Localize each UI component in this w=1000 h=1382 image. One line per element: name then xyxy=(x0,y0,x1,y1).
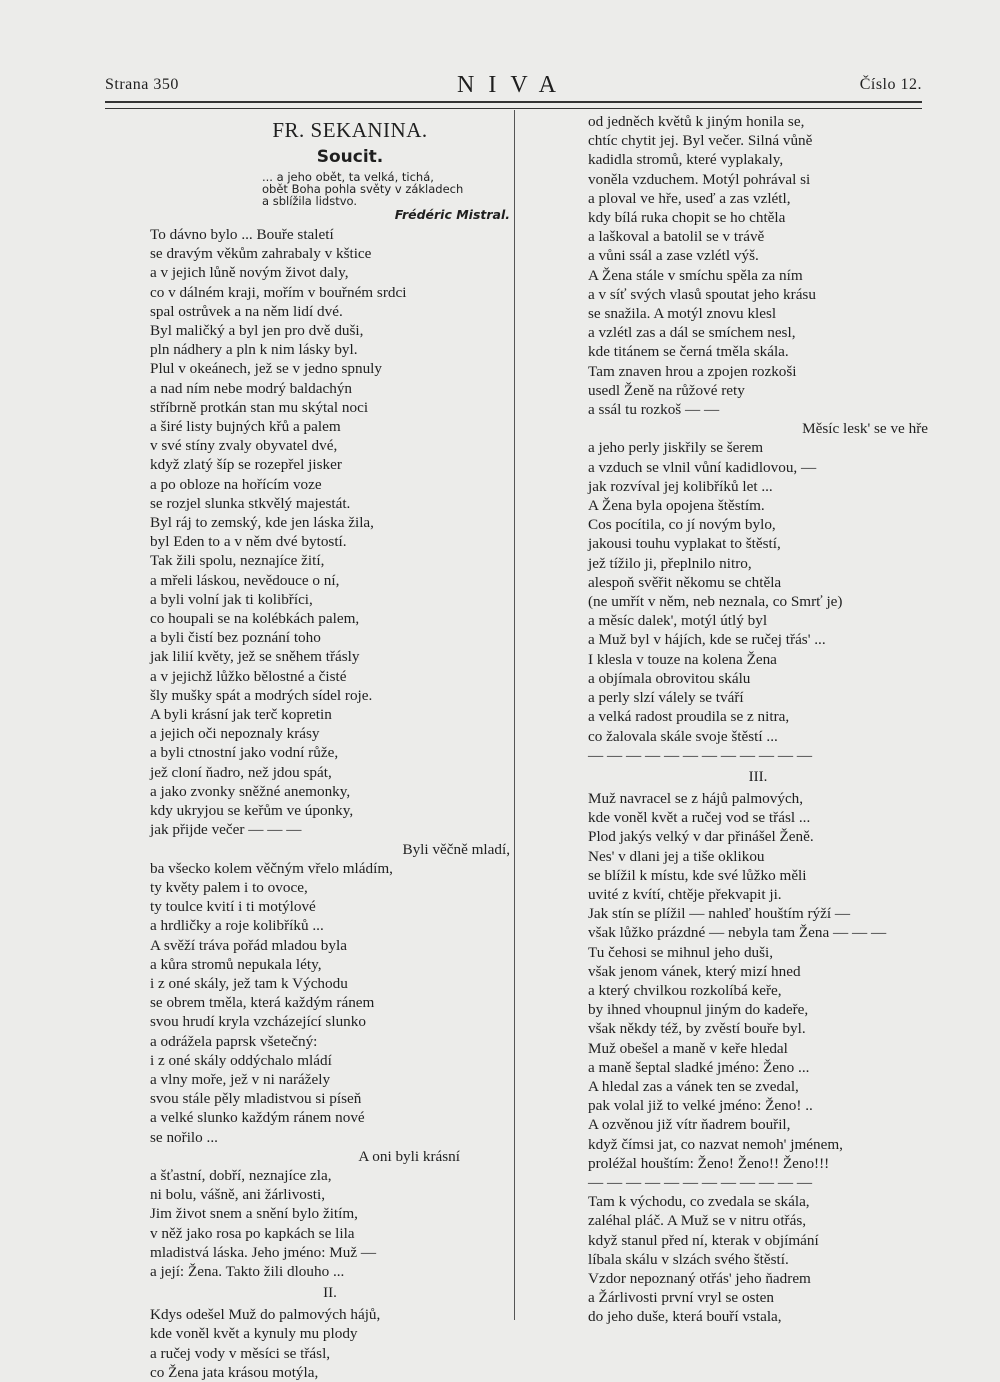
verse-line: mladistvá láska. Jeho jméno: Muž — xyxy=(150,1243,377,1261)
verse-line: jakousi touhu vyplakat to štěstí, xyxy=(588,535,781,553)
verse-block xyxy=(588,112,928,419)
verse-line: a po obloze na hořícím voze xyxy=(150,475,322,493)
verse-line: Jak stín se plížil — nahleď houštím rýží — xyxy=(588,905,851,923)
verse-line: i z oné skály oddýchalo mládí xyxy=(150,1051,332,1069)
verse-line: a nad ním nebe modrý baldachýn xyxy=(150,379,353,397)
verse-line: kde voněl květ a ručej vod se třásl ... xyxy=(588,809,811,827)
verse-line: a velké slunko každým ránem nové xyxy=(150,1109,365,1127)
verse-line: a jeho perly jiskřily se šerem xyxy=(588,439,764,457)
epigraph-author: Frédéric Mistral. xyxy=(394,207,510,222)
verse-line: líbala skálu v slzách svého štěstí. xyxy=(588,1250,789,1268)
verse-line: a vůni ssál a zase vzlétl výš. xyxy=(588,247,759,265)
journal-title: NIVA xyxy=(457,72,570,98)
verse-line: ni bolu, vášně, ani žárlivosti, xyxy=(150,1186,326,1204)
verse-line: Muž navracel se z hájů palmových, xyxy=(588,789,804,807)
verse-line: a šťastní, dobří, neznajíce zla, xyxy=(150,1166,332,1184)
right-column xyxy=(588,112,928,1327)
verse-line: se rozjel slunka stkvělý majestát. xyxy=(150,494,351,512)
verse-line: a perly slzí válely se tváří xyxy=(588,689,744,707)
verse-line: a Muž byl v hájích, kde se ručej třás' ... xyxy=(588,631,826,649)
verse-line: však někdy též, by zvěstí bouře byl. xyxy=(588,1020,806,1038)
verse-line: a ručej vody v měsíci se třásl, xyxy=(150,1344,331,1362)
verse-line: však jenom vánek, který mizí hned xyxy=(588,962,801,980)
verse-block xyxy=(588,438,928,764)
page-number: Strana 350 xyxy=(105,76,179,93)
verse-line: zaléhal pláč. A Muž se v nitru otřás, xyxy=(588,1212,807,1230)
epigraph-line: a sblížila lidstvo. xyxy=(262,194,357,208)
verse-line: i z oné skály, jež tam k Východu xyxy=(150,974,348,992)
header-rule xyxy=(105,101,922,109)
verse-line: Tam znaven hrou a zpojen rozkoši xyxy=(588,362,797,380)
verse-block xyxy=(150,1305,510,1382)
verse-line: Byl ráj to zemský, kde jen láska žila, xyxy=(150,514,374,532)
poem-author: FR. SEKANINA. xyxy=(272,118,428,142)
verse-block xyxy=(150,1166,510,1281)
poem-title: Soucit. xyxy=(316,147,384,167)
section-heading: III. xyxy=(748,768,768,785)
verse-line: To dávno bylo ... Bouře staletí xyxy=(150,226,334,243)
verse-line: ty toulce kvití i ti motýlové xyxy=(150,898,316,916)
verse-line: proléžal houštím: Ženo! Ženo!! Ženo!!! xyxy=(588,1154,830,1172)
verse-line: co houpali se na kolébkách palem, xyxy=(150,610,360,628)
verse-line: chtíc chytit jej. Byl večer. Silná vůně xyxy=(588,132,813,150)
verse-line: A oni byli krásní xyxy=(358,1147,460,1165)
verse-line: a hrdličky a roje kolibříků ... xyxy=(150,917,324,935)
verse-line: a vlny moře, jež v ni narážely xyxy=(150,1070,331,1088)
verse-line: spal ostrůvek a na něm lidí dvé. xyxy=(150,302,343,320)
issue-number: Číslo 12. xyxy=(859,76,922,93)
verse-line: když stanul před ní, kterak v objímání xyxy=(588,1231,819,1249)
verse-line: kadidla stromů, které vyplakaly, xyxy=(588,151,784,169)
running-header xyxy=(105,72,922,100)
verse-line: v své stíny zvaly obyvatel dvé, xyxy=(150,437,338,455)
verse-line: a Žárlivosti první vryl se osten xyxy=(588,1289,775,1307)
verse-line: A byli krásní jak terč kopretin xyxy=(150,706,332,724)
verse-line: a byli ctnostní jako vodní růže, xyxy=(150,744,339,762)
verse-line: A ozvěnou již vítr ňadrem bouřil, xyxy=(588,1116,791,1134)
verse-line: Kdys odešel Muž do palmových hájů, xyxy=(150,1306,381,1324)
verse-line: a byli volní jak ti kolibříci, xyxy=(150,590,313,608)
verse-line: Nes' v dlani jej a tiše oklikou xyxy=(588,847,765,865)
verse-line: ba všecko kolem věčným vřelo mládím, xyxy=(150,859,393,877)
verse-line: se dravým věkům zahrabaly v kštice xyxy=(150,245,372,263)
verse-line: do jeho duše, která bouří vstala, xyxy=(588,1308,782,1326)
verse-line: a kůra stromů nepukala léty, xyxy=(150,955,322,973)
verse-line: — — — — — — — — — — — — xyxy=(588,1173,813,1191)
verse-line: kdy ukryjou se keřům ve úponky, xyxy=(150,802,354,820)
verse-line: A Žena stále v smíchu spěla za ním xyxy=(588,266,803,284)
verse-line: pak volal již to velké jméno: Ženo! .. xyxy=(588,1097,813,1115)
verse-line: a v jejich lůně novým život daly, xyxy=(150,264,349,282)
verse-line: Byl maličký a byl jen pro dvě duši, xyxy=(150,322,364,340)
verse-line: co žalovala skále svoje štěstí ... xyxy=(588,727,778,745)
verse-line: byl Eden to a v něm dvé bytostí. xyxy=(150,533,347,551)
verse-line: I klesla v touze na kolena Žena xyxy=(588,650,777,668)
verse-line: a mřeli láskou, nevědouce o ní, xyxy=(150,571,340,589)
verse-line: a maně šeptal sladké jméno: Ženo ... xyxy=(588,1058,810,1076)
verse-line: kde voněl květ a kynuly mu plody xyxy=(150,1325,358,1343)
verse-line: a ssál tu rozkoš — — xyxy=(588,401,720,419)
verse-line: a měsíc dalek', motýl útlý byl xyxy=(588,612,768,630)
verse-line: jež cloní ňadro, než jdou spát, xyxy=(150,763,332,781)
verse-line: v něž jako rosa po kapkách se lila xyxy=(150,1224,355,1242)
verse-line: a laškoval a batolil se v trávě xyxy=(588,228,765,246)
epigraph-line: obět Boha pohla světy v základech xyxy=(262,182,464,196)
verse-line: co v dálném kraji, mořím v bouřném srdci xyxy=(150,283,407,301)
verse-line: se nořilo ... xyxy=(150,1128,218,1146)
verse-line: Tam k východu, co zvedala se skála, xyxy=(588,1193,810,1211)
verse-line: Plod jakýs velký v dar přinášel Ženě. xyxy=(588,828,814,846)
verse-line: jak rozvíval jej kolibříků let ... xyxy=(588,477,773,495)
section-heading: II. xyxy=(323,1285,337,1302)
epigraph xyxy=(262,171,510,221)
verse-line: a odrážela paprsk všetečný: xyxy=(150,1032,318,1050)
verse-line: Jim život snem a snění bylo žitím, xyxy=(150,1205,358,1223)
verse-line: usedl Ženě na růžové rety xyxy=(588,381,745,399)
verse-line: jak přijde večer — — — xyxy=(150,821,302,839)
verse-line: Měsíc lesk' se ve hře xyxy=(802,420,928,438)
verse-line: uvité z kvítí, chtěje překvapit ji. xyxy=(588,885,782,903)
verse-line: a jejich oči nepoznaly krásy xyxy=(150,725,320,743)
verse-line: A hledal zas a vánek ten se zvedal, xyxy=(588,1077,799,1095)
verse-block xyxy=(150,225,510,840)
left-column xyxy=(150,112,510,1382)
verse-line: a ploval ve hře, useď a zas vzlétl, xyxy=(588,189,791,207)
verse-line: by ihned vhoupnul jiným do kadeře, xyxy=(588,1001,809,1019)
verse-line: jež tížilo ji, přeplnilo nitro, xyxy=(588,554,752,572)
verse-line: a který chvilkou rozkolíbá keře, xyxy=(588,981,782,999)
verse-line: ty květy palem i to ovoce, xyxy=(150,878,308,896)
verse-line: když zlatý šíp se rozepřel jisker xyxy=(150,456,342,474)
verse-line: Tak žili spolu, neznajíce žití, xyxy=(150,552,325,570)
verse-line: a jako zvonky sněžné anemonky, xyxy=(150,782,351,800)
verse-line: a v síť svých vlasů spoutat jeho krásu xyxy=(588,285,816,303)
verse-line: A svěží tráva pořád mladou byla xyxy=(150,936,347,954)
verse-line: a vzduch se vlnil vůní kadidlovou, — xyxy=(588,458,817,476)
verse-line: Cos pocítila, co jí novým bylo, xyxy=(588,516,776,534)
verse-line: Vzdor nepoznaný otřás' jeho ňadrem xyxy=(588,1269,811,1287)
verse-line: pln nádhery a pln k nim lásky byl. xyxy=(150,341,358,359)
verse-line: a velká radost proudila se z nitra, xyxy=(588,708,790,726)
verse-line: (ne umřít v něm, neb neznala, co Smrť je) xyxy=(588,593,843,611)
verse-line: šly mušky spát a modrých sídel roje. xyxy=(150,686,373,704)
epigraph-line: ... a jeho obět, ta velká, tichá, xyxy=(262,170,434,184)
verse-line: a v jejichž lůžko bělostné a čisté xyxy=(150,667,347,685)
verse-line: se obrem tměla, která každým ránem xyxy=(150,994,375,1012)
verse-line: voněla vzduchem. Motýl pohrával si xyxy=(588,170,811,188)
verse-line: co Žena jata krásou motýla, xyxy=(150,1363,319,1381)
verse-line: kdy bílá ruka chopit se ho chtěla xyxy=(588,209,786,227)
verse-block xyxy=(150,859,510,1147)
verse-line: a objímala obrovitou skálu xyxy=(588,669,751,687)
verse-line: kde titánem se černá tměla skála. xyxy=(588,343,789,361)
verse-line: Tu čehosi se mihnul jeho duši, xyxy=(588,943,774,961)
verse-line: Plul v okeánech, jež se v jedno spnuly xyxy=(150,360,382,378)
verse-line: a její: Žena. Takto žili dlouho ... xyxy=(150,1262,345,1280)
verse-line: A Žena byla opojena štěstím. xyxy=(588,497,765,515)
verse-line: když čímsi jat, co nazvat nemoh' jménem, xyxy=(588,1135,843,1153)
verse-line: — — — — — — — — — — — — xyxy=(588,746,813,764)
verse-line: a vzlétl zas a dál se smíchem nesl, xyxy=(588,324,796,342)
verse-line: jak lilií květy, jež se sněhem třásly xyxy=(150,648,360,666)
verse-line: stříbrně protkán stan mu skýtal noci xyxy=(150,398,369,416)
verse-line: se blížil k místu, kde své lůžko měli xyxy=(588,866,807,884)
column-divider xyxy=(514,110,515,1320)
verse-line: od jedněch květů k jiným honila se, xyxy=(588,113,805,130)
verse-block xyxy=(588,789,928,1327)
verse-line: se snažila. A motýl znovu klesl xyxy=(588,305,777,323)
verse-line: alespoň svěřit někomu se chtěla xyxy=(588,573,782,591)
verse-line: svou hrudí kryla vzcházející slunko xyxy=(150,1013,366,1031)
verse-line: svou stále pěly mladistvou si píseň xyxy=(150,1090,362,1108)
verse-line: však lůžko prázdné — nebyla tam Žena — — — xyxy=(588,924,887,942)
verse-line: a byli čistí bez poznání toho xyxy=(150,629,321,647)
verse-line: a širé listy bujných křů a palem xyxy=(150,418,341,436)
verse-line: Byli věčně mladí, xyxy=(402,840,510,858)
verse-line: Muž obešel a maně v keře hledal xyxy=(588,1039,788,1057)
